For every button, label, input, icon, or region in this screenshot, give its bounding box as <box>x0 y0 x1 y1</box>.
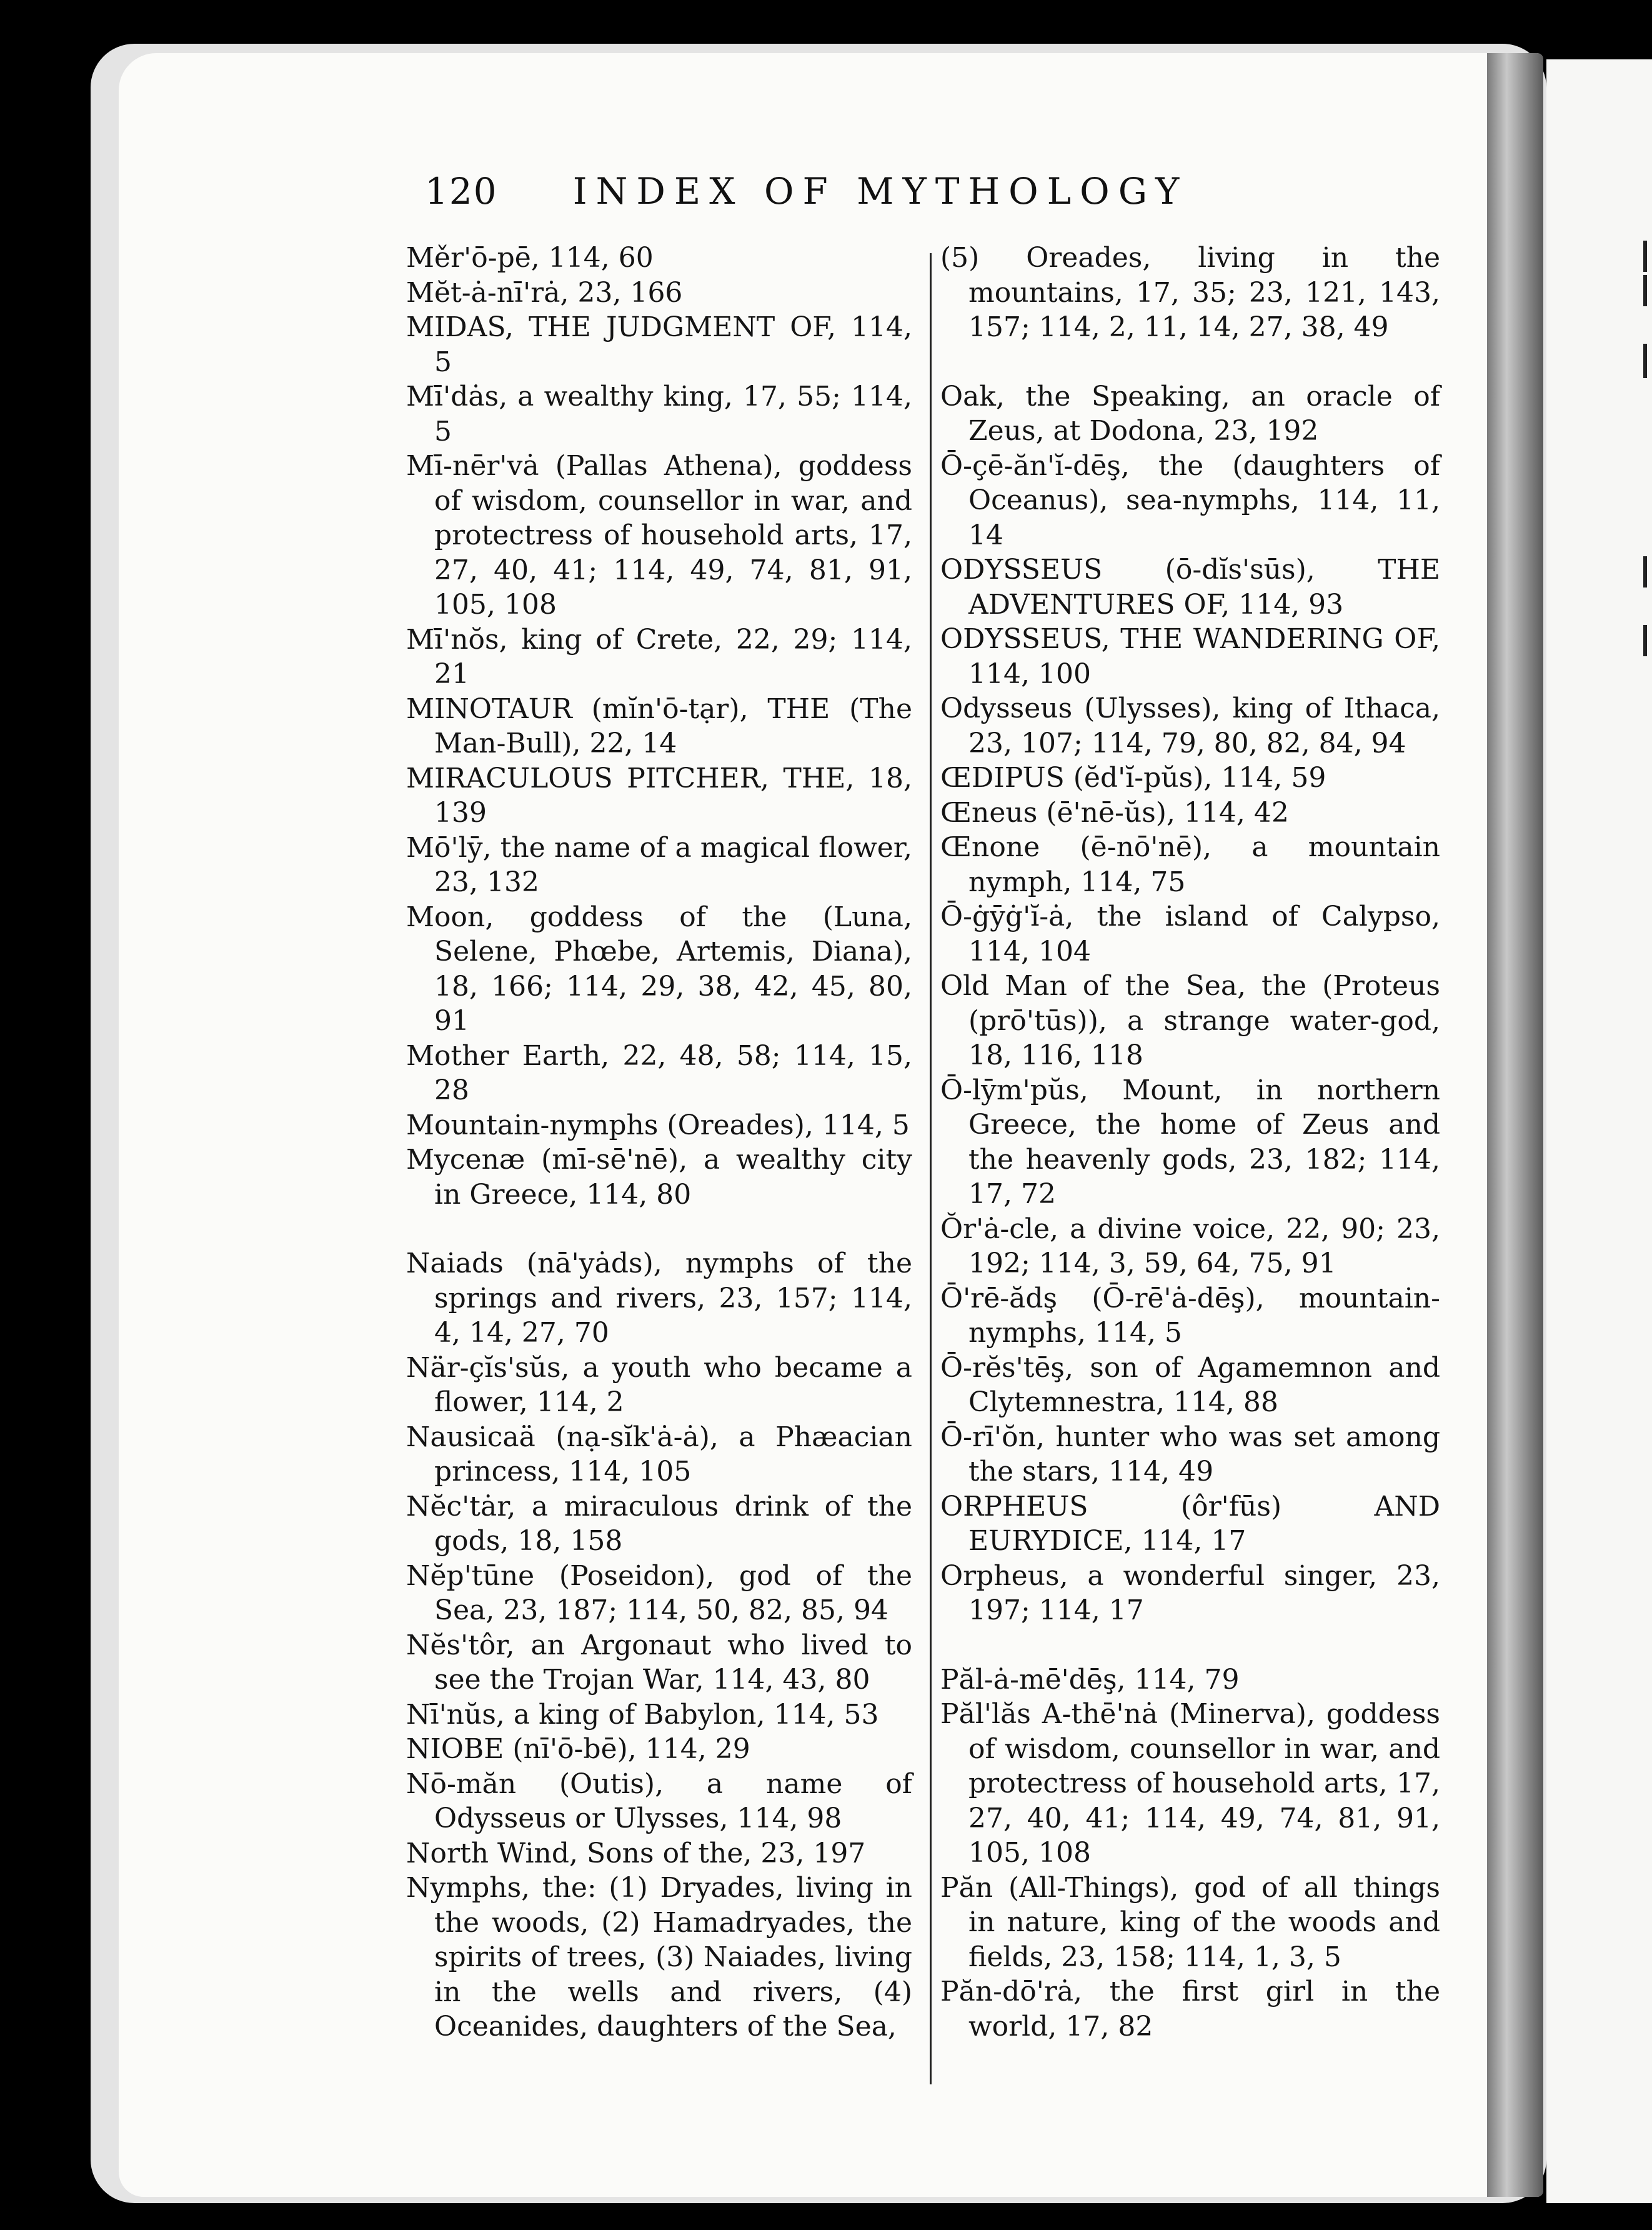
page-number: 120 <box>425 170 498 212</box>
index-entry: Œneus (ē'nē-ŭs), 114, 42 <box>940 796 1289 829</box>
index-entry: Měr'ō-pē, 114, 60 <box>406 242 654 274</box>
right-column <box>940 241 1440 2044</box>
index-entry: Nymphs, the: (1) Dryades, living in the woods, (2) Hamadryades, the spirits of trees, (3) Naiades, living in the wells and rivers, (4) Oceanides, daughters of the Sea, <box>406 1872 912 2042</box>
index-entry: Păl-ȧ-mē'dēş, 114, 79 <box>940 1663 1240 1696</box>
index-entry: Nĕc'tȧr, a miraculous drink of the gods, 18, 158 <box>406 1490 912 1557</box>
index-entry: Mī'dȧs, a wealthy king, 17, 55; 114, 5 <box>406 381 912 448</box>
index-entry: Nī'nŭs, a king of Babylon, 114, 53 <box>406 1698 879 1731</box>
index-entry: Odysseus (Ulysses), king of Ithaca, 23, 107; 114, 79, 80, 82, 84, 94 <box>940 692 1440 759</box>
index-entry: (5) Oreades, living in the mountains, 17, 35; 23, 121, 143, 157; 114, 2, 11, 14, 27, 38, 49 <box>940 242 1440 343</box>
index-entry: Păn-dō'rȧ, the first girl in the world, 17, 82 <box>940 1976 1440 2042</box>
index-entry: Ō'rē-ădş (Ō-rē'ȧ-dēş), mountain-nymphs, 114, 5 <box>940 1282 1440 1349</box>
index-entry: Mō'lȳ, the name of a magical flower, 23, 132 <box>406 831 912 898</box>
index-entry: ODYSSEUS (ō-dĭs'sūs), THE ADVENTURES OF, 114, 93 <box>940 554 1440 621</box>
column-divider <box>930 253 932 2084</box>
index-entry: Mĕt-ȧ-nī'rȧ, 23, 166 <box>406 276 683 309</box>
facing-page-mark <box>1643 344 1647 378</box>
index-entry: Mī'nŏs, king of Crete, 22, 29; 114, 21 <box>406 623 912 690</box>
index-entry: ORPHEUS (ôr'fūs) AND EURYDICE, 114, 17 <box>940 1490 1440 1557</box>
index-entry: Orpheus, a wonderful singer, 23, 197; 114, 17 <box>940 1559 1440 1626</box>
index-entry: MIRACULOUS PITCHER, THE, 18, 139 <box>406 762 912 829</box>
left-column <box>406 241 912 2044</box>
index-entry: North Wind, Sons of the, 23, 197 <box>406 1837 866 1869</box>
index-entry: Moon, goddess of the (Luna, Selene, Phœbe, Artemis, Diana), 18, 166; 114, 29, 38, 42, 45, 80, 91 <box>406 901 912 1037</box>
section-gap <box>940 1628 1440 1662</box>
index-entry: ŒDIPUS (ĕd'ĭ-pŭs), 114, 59 <box>940 762 1326 794</box>
index-entry: MINOTAUR (mĭn'ō-tạr), THE (The Man-Bull), 22, 14 <box>406 692 912 759</box>
index-entry: NIOBE (nī'ō-bē), 114, 29 <box>406 1733 750 1765</box>
index-entry: Ō-rī'ŏn, hunter who was set among the stars, 114, 49 <box>940 1421 1440 1488</box>
index-entry: Mycenæ (mī-sē'nē), a wealthy city in Greece, 114, 80 <box>406 1144 912 1211</box>
facing-page-mark <box>1643 241 1647 272</box>
section-gap <box>406 1212 912 1246</box>
index-entry: Păl'lăs A-thē'nȧ (Minerva), goddess of wisdom, counsellor in war, and protectress of household arts, 17, 27, 40, 41; 114, 49, 74, 81, 91, 105, 108 <box>940 1698 1440 1869</box>
index-entry: Mother Earth, 22, 48, 58; 114, 15, 28 <box>406 1039 912 1106</box>
index-entry: Ō-rĕs'tēş, son of Agamemnon and Clytemnestra, 114, 88 <box>940 1351 1440 1418</box>
index-entry: Œnone (ē-nō'nē), a mountain nymph, 114, 75 <box>940 831 1440 898</box>
index-entry: Nĕp'tūne (Poseidon), god of the Sea, 23, 187; 114, 50, 82, 85, 94 <box>406 1559 912 1626</box>
facing-page-edge <box>1546 59 1652 2203</box>
index-entry: Păn (All-Things), god of all things in nature, king of the woods and fields, 23, 158; 114, 1, 3, 5 <box>940 1871 1440 1973</box>
page-gutter-shadow <box>1487 53 1543 2197</box>
index-entry: Nō-măn (Outis), a name of Odysseus or Ulysses, 114, 98 <box>406 1768 912 1834</box>
running-header <box>425 170 1188 212</box>
index-entry: Mī-nēr'vȧ (Pallas Athena), goddess of wisdom, counsellor in war, and protectress of household arts, 17, 27, 40, 41; 114, 49, 74, 81, 91, 105, 108 <box>406 450 912 621</box>
index-entry: Nĕs'tôr, an Argonaut who lived to see the Trojan War, 114, 43, 80 <box>406 1629 912 1696</box>
index-entry: Ō-lȳm'pŭs, Mount, in northern Greece, the home of Zeus and the heavenly gods, 23, 182; 114, 17, 72 <box>940 1074 1440 1210</box>
facing-page-mark <box>1643 275 1647 306</box>
page-title: INDEX OF MYTHOLOGY <box>572 170 1188 212</box>
index-entry: När-çĭs'sŭs, a youth who became a flower, 114, 2 <box>406 1351 912 1418</box>
index-entry: Mountain-nymphs (Oreades), 114, 5 <box>406 1109 910 1141</box>
facing-page-mark <box>1643 556 1647 588</box>
index-entry: Old Man of the Sea, the (Proteus (prō'tūs)), a strange water-god, 18, 116, 118 <box>940 970 1440 1071</box>
index-entry: Oak, the Speaking, an oracle of Zeus, at Dodona, 23, 192 <box>940 380 1440 447</box>
section-gap <box>940 345 1440 379</box>
index-entry: Ŏr'ȧ-cle, a divine voice, 22, 90; 23, 192; 114, 3, 59, 64, 75, 91 <box>940 1212 1440 1279</box>
index-entry: Nausicaä (nạ-sĭk'ȧ-ȧ), a Phæacian princess, 114, 105 <box>406 1421 912 1488</box>
index-entry: Ō-ġȳġ'ĭ-ȧ, the island of Calypso, 114, 104 <box>940 901 1440 968</box>
index-entry: ODYSSEUS, THE WANDERING OF, 114, 100 <box>940 623 1440 690</box>
index-entry: MIDAS, THE JUDGMENT OF, 114, 5 <box>406 311 912 378</box>
index-entry: Naiads (nā'yȧds), nymphs of the springs and rivers, 23, 157; 114, 4, 14, 27, 70 <box>406 1248 912 1349</box>
facing-page-mark <box>1643 625 1647 656</box>
index-entry: Ō-çē-ăn'ĭ-dēş, the (daughters of Oceanus), sea-nymphs, 114, 11, 14 <box>940 449 1440 551</box>
